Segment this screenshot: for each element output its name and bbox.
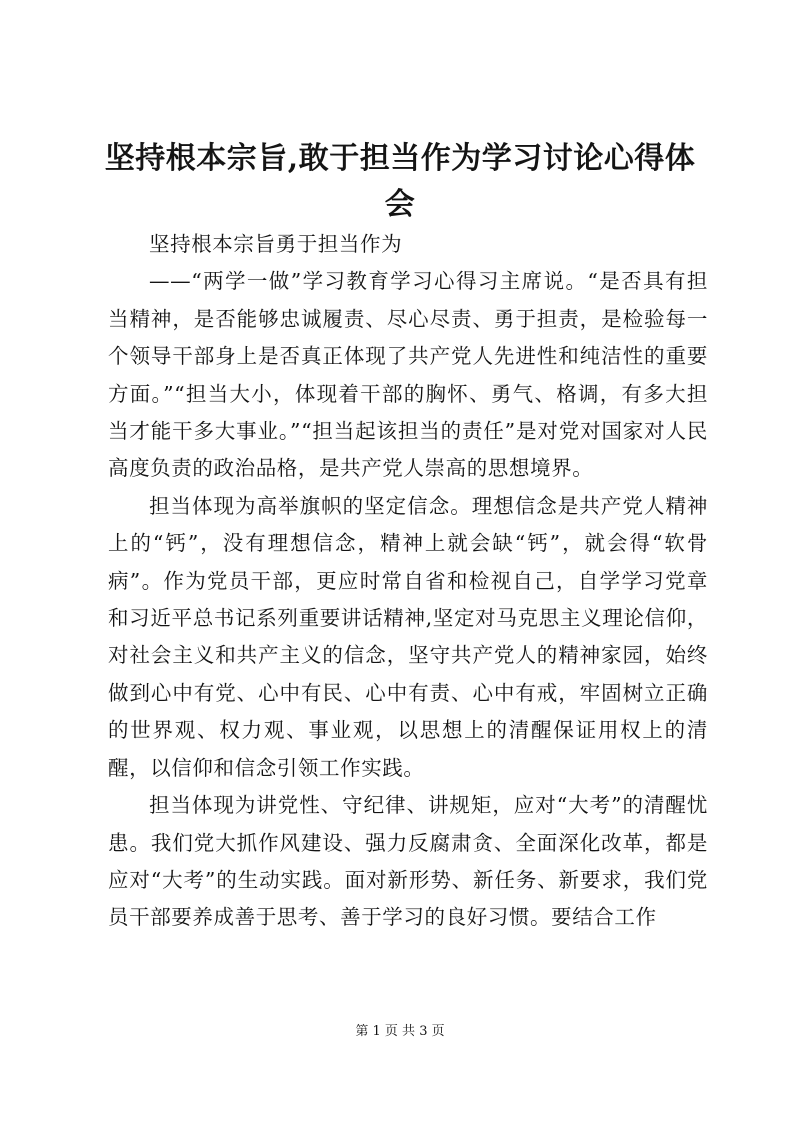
- page-footer: 第 1 页 共 3 页: [355, 1024, 445, 1039]
- paragraph: 担当体现为高举旗帜的坚定信念。理想信念是共产党人精神上的“钙”，没有理想信念，精神上就会缺“钙”，就会得“软骨病”。作为党员干部，更应时常自省和检视自己，自学学习党章和习近平总书记系列重要讲话精神,坚定对马克思主义理论信仰，对社会主义和共产主义的信念，坚守共产党人的精神家园，始终做到心中有党、心中有民、心中有责、心中有戒，牢固树立正确的世界观、权力观、事业观，以思想上的清醒保证用权上的清醒，以信仰和信念引领工作实践。: [108, 493, 708, 780]
- paragraph: 担当体现为讲党性、守纪律、讲规矩，应对“大考”的清醒忧患。我们党大抓作风建设、强力反腐肃贪、全面深化改革，都是应对“大考”的生动实践。面对新形势、新任务、新要求，我们党员干部要养成善于思考、善于学习的良好习惯。要结合工作: [108, 793, 708, 930]
- document-title: 坚持根本宗旨,敢于担当作为学习讨论心得体会: [104, 141, 696, 222]
- paragraph: ——“两学一做”学习教育学习心得习主席说。“是否具有担当精神，是否能够忠诚履责、尽心尽责、勇于担责，是检验每一个领导干部身上是否真正体现了共产党人先进性和纯洁性的重要方面。”“担当大小，体现着干部的胸怀、勇气、格调，有多大担当才能干多大事业。”“担当起该担当的责任”是对党对国家对人民高度负责的政治品格，是共产党人崇高的思想境界。: [108, 269, 708, 481]
- paragraph-subtitle: 坚持根本宗旨勇于担当作为: [149, 232, 403, 256]
- document-body: [108, 226, 708, 937]
